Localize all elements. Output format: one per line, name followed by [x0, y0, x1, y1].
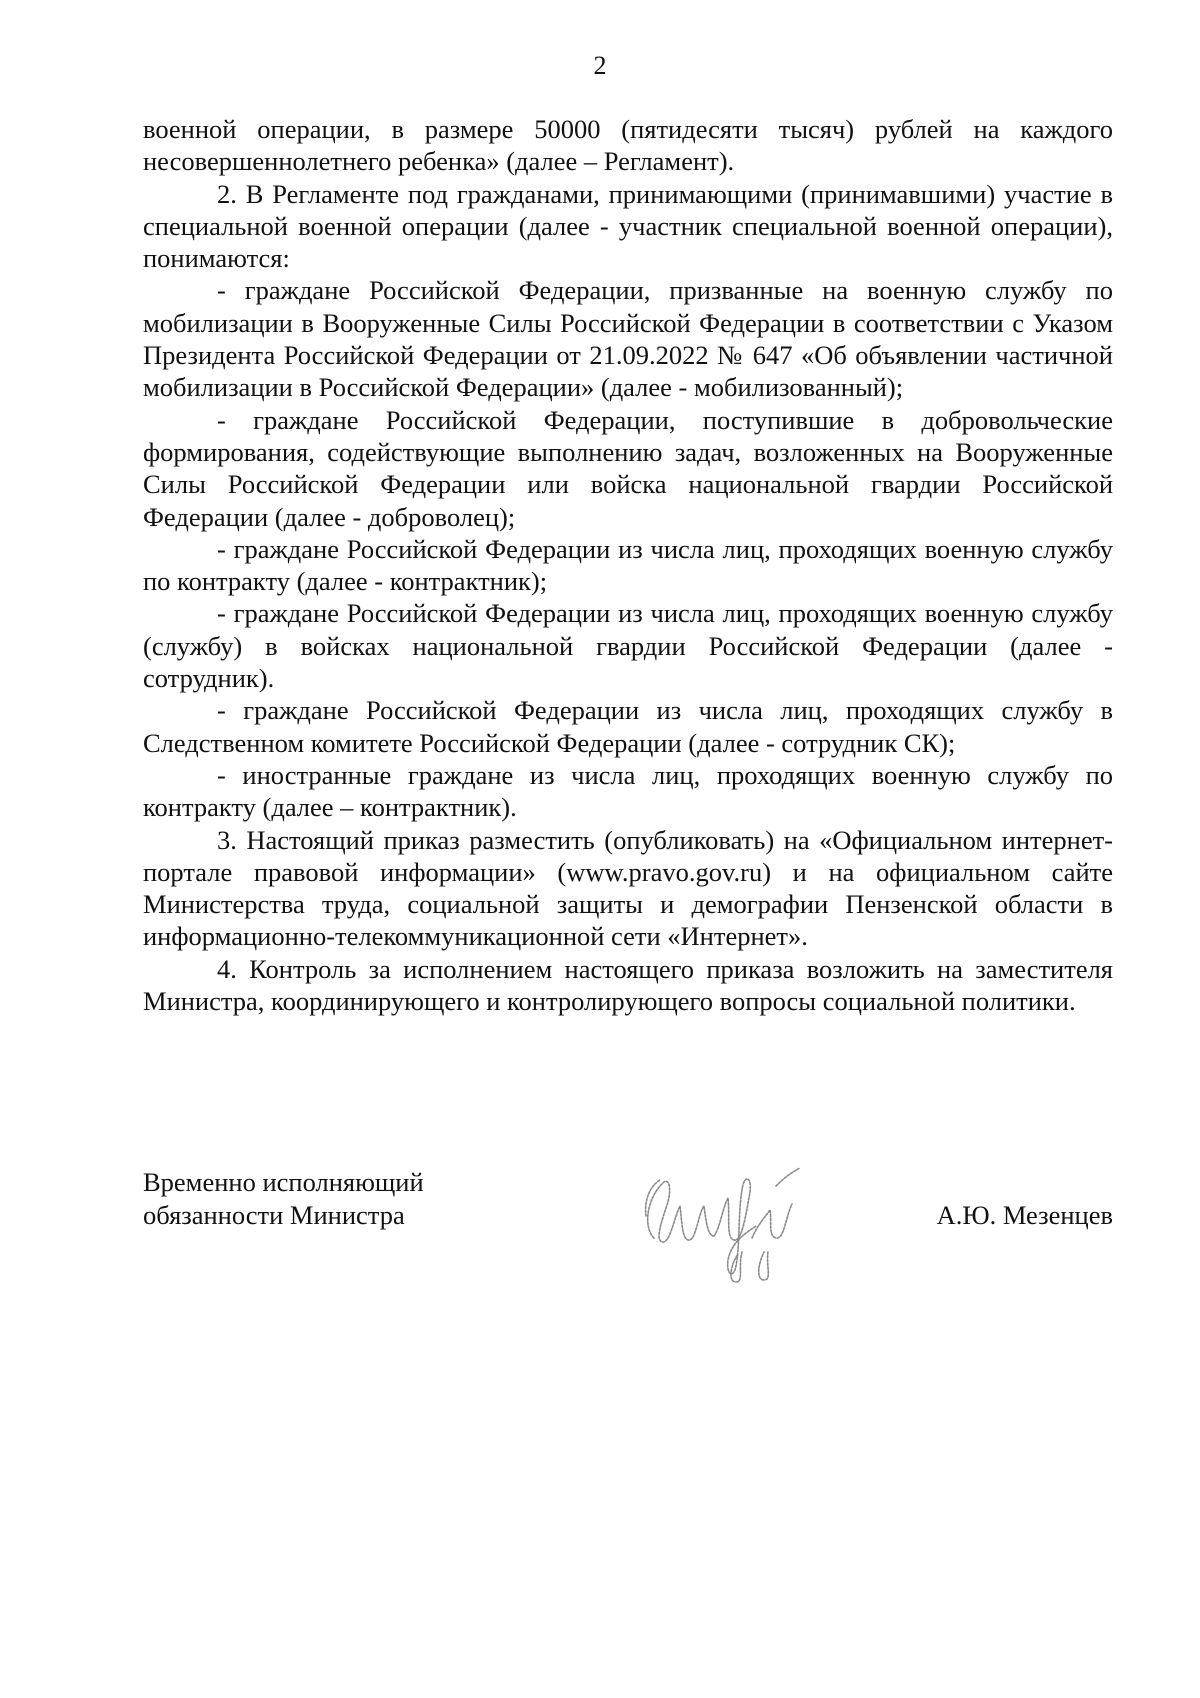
paragraph-item-3-publication: 3. Настоящий приказ разместить (опубликовать) на «Официальном интернет-портале правовой информации» (www.pravo.gov.ru) и на официальном сайте Министерства труда, социальной защиты и демографии Пензенской области в информационно-телекоммуникационной сети «Интернет». [143, 824, 1113, 952]
signer-position-line-1: Временно исполняющий [143, 1167, 424, 1197]
paragraph-item-4-control: 4. Контроль за исполнением настоящего приказа возложить на заместителя Министра, координирующего и контролирующего вопросы социальной политики. [143, 953, 1113, 1017]
document-body [143, 113, 1113, 1017]
paragraph-volunteer: - граждане Российской Федерации, поступившие в добровольческие формирования, содействующие выполнению задач, возложенных на Вооруженные Силы Российской Федерации или войска национальной гвардии Российской Федерации (далее - доброволец); [143, 404, 1113, 532]
paragraph-foreign-contractor: - иностранные граждане из числа лиц, проходящих военную службу по контракту (далее – контрактник). [143, 759, 1113, 823]
paragraph-item-2: 2. В Регламенте под гражданами, принимающими (принимавшими) участие в специальной военной операции (далее - участник специальной военной операции), понимаются: [143, 178, 1113, 274]
paragraph-contractor: - граждане Российской Федерации из числа лиц, проходящих военную службу по контракту (далее - контрактник); [143, 533, 1113, 597]
paragraph-mobilized: - граждане Российской Федерации, призванные на военную службу по мобилизации в Вооруженные Силы Российской Федерации в соответствии с Указом Президента Российской Федерации от 21.09.2022 № 647 «Об объявлении частичной мобилизации в Российской Федерации» (далее - мобилизованный); [143, 275, 1113, 403]
handwritten-signature [626, 1156, 806, 1286]
paragraph-guard-employee: - граждане Российской Федерации из числа лиц, проходящих военную службу (службу) в войсках национальной гвардии Российской Федерации (далее - сотрудник). [143, 598, 1113, 694]
page-number: 2 [593, 51, 607, 80]
signer-name: А.Ю. Мезенцев [936, 1200, 1113, 1230]
signer-position [143, 1166, 424, 1232]
paragraph-regulation-continuation: военной операции, в размере 50000 (пятидесяти тысяч) рублей на каждого несовершеннолетнего ребенка» (далее – Регламент). [143, 114, 1113, 177]
signer-position-line-2: обязанности Министра [143, 1200, 405, 1230]
signature-block [143, 1166, 1113, 1316]
paragraph-investigative-committee: - граждане Российской Федерации из числа лиц, проходящих службу в Следственном комитете Российской Федерации (далее - сотрудник СК); [143, 695, 1113, 758]
